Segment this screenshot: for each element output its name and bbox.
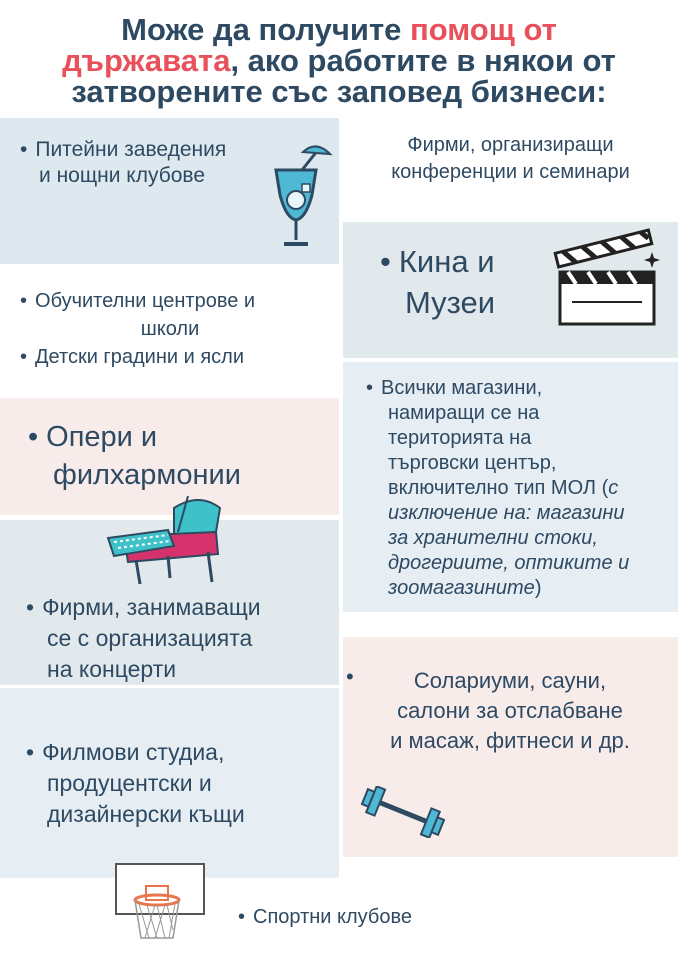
bars-text: • Питейни заведения и нощни клубове	[20, 137, 226, 189]
conferences-text: Фирми, организиращи конференции и семинари	[391, 134, 630, 183]
sports-text: • Спортни клубове	[238, 904, 412, 930]
grand-piano-icon	[104, 490, 229, 590]
title-line-3: затворените със заповед бизнеси:	[71, 74, 607, 109]
title-line-1: Може да получите помощ от	[121, 12, 557, 47]
opera-text: • Опери и филхармонии	[28, 418, 241, 494]
cocktail-icon	[268, 140, 340, 255]
cinemas-text: • Кина и Музеи	[380, 241, 495, 323]
page-title	[0, 14, 678, 107]
training-text: • Обучителни центрове и школи • Детски градини и ясли	[20, 287, 340, 371]
concerts-text: • Фирми, занимаващи се с организацията на концерти	[26, 592, 261, 685]
clapperboard-icon	[552, 228, 664, 328]
salons-text: Солариуми, сауни, салони за отслабване и масаж, фитнеси и др.	[390, 668, 630, 753]
basketball-hoop-icon	[110, 858, 210, 948]
title-line-2: държавата, ако работите в някои от	[62, 43, 616, 78]
studios-text: • Филмови студиа, продуцентски и дизайнерски къщи	[26, 737, 245, 830]
dumbbell-icon	[360, 786, 446, 838]
salons-bullet: •	[346, 664, 354, 689]
shops-text: • Всички магазини, намиращи се на територията на търговски център, включително тип МОЛ (с изключение на: магазини за хранителни стоки, дрогериите, оптиките и зоомагазините)	[366, 376, 671, 601]
